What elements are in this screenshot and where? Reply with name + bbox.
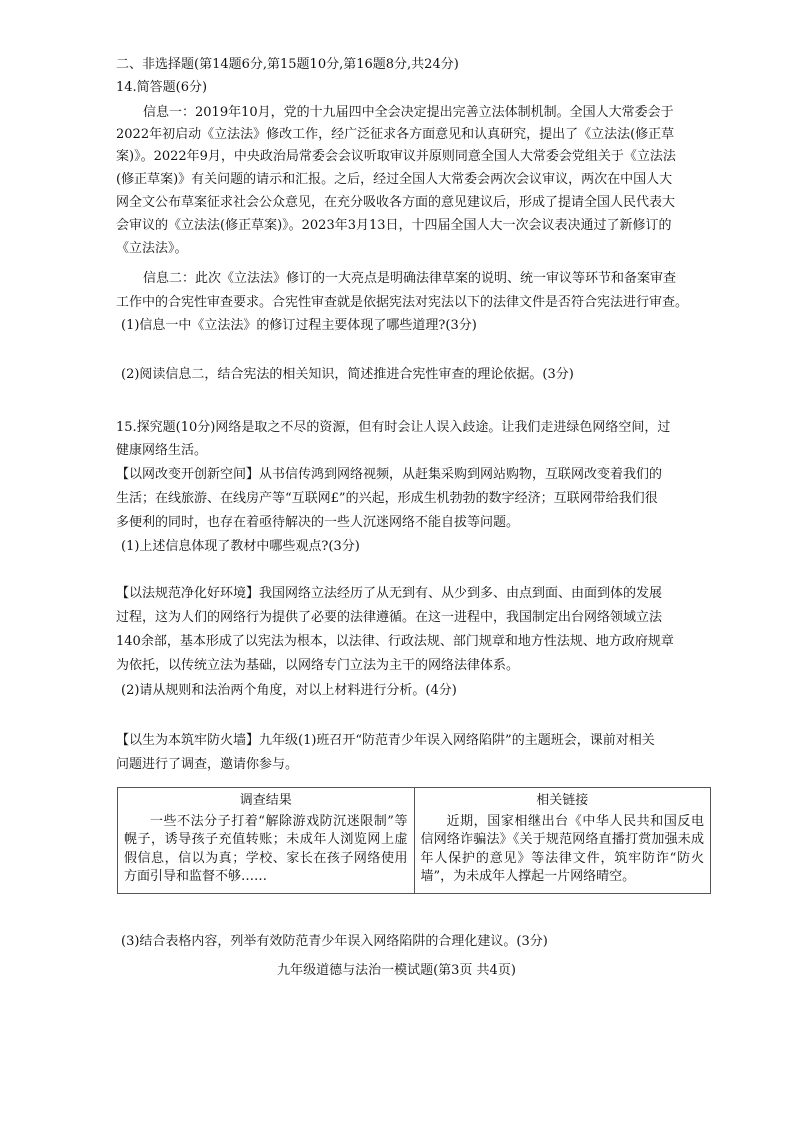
q15-part1-line: 【以网改变开创新空间】从书信传鸿到网络视频，从赶集采购到网站购物，互联网改变着我们的	[116, 467, 663, 482]
q14-info1-line: 2022年初启动《立法法》修改工作，经广泛征求各方面意见和认真研究，提出了《立法法(修正草	[116, 127, 675, 142]
table-row	[118, 788, 711, 894]
survey-table	[117, 787, 711, 894]
q14-info2-line: 信息二：此次《立法法》修订的一大亮点是明确法律草案的说明、统一审议等环节和备案审查	[143, 271, 677, 286]
q15-intro-line: 健康网络生活。	[116, 443, 208, 458]
related-links-header: 相关链接	[536, 793, 589, 808]
survey-results-text: 一些不法分子打着“解除游戏防沉迷限制”等幌子，诱导孩子充值转账；未成年人浏览网上虚假信息，信以为真；学校、家长在孩子网络使用方面引导和监督不够……	[124, 813, 408, 884]
q15-part2-line: 过程，这为人们的网络行为提供了必要的法律遵循。在这一进程中，我国制定出台网络领域立法	[116, 610, 663, 625]
q15-part3-line: 【以生为本筑牢防火墙】九年级(1)班召开“防范青少年误入网络陷阱”的主题班会，课前对相关	[116, 733, 655, 748]
q15-part2-line: 为依托，以传统立法为基础，以网络专门立法为主干的网络法律体系。	[116, 658, 520, 673]
survey-results-cell	[118, 788, 415, 894]
q14-title: 14.简答题(6分)	[116, 80, 208, 95]
q15-part3-line: 问题进行了调查，邀请你参与。	[116, 757, 299, 772]
q14-question-2: (2)阅读信息二，结合宪法的相关知识，简述推进合宪性审查的理论依据。(3分)	[121, 367, 574, 382]
q15-intro-line: 15.探究题(10分)网络是取之不尽的资源，但有时会让人误入歧途。让我们走进绿色网络空间，过	[116, 420, 671, 435]
q14-info1-line: 网全文公布草案征求社会公众意见，在充分吸收各方面的意见建议后，形成了提请全国人民代表大	[116, 195, 676, 210]
q15-question-1: (1)上述信息体现了教材中哪些观点?(3分)	[121, 539, 360, 554]
q14-info1-line: 案)》。2022年9月，中央政治局常委会会议听取审议并原则同意全国人大常委会党组关于《立法法	[116, 149, 676, 164]
q15-part1-line: 多便利的同时，也存在着亟待解决的一些人沉迷网络不能自拔等问题。	[116, 515, 520, 530]
q14-info1-line: 信息一：2019年10月，党的十九届四中全会决定提出完善立法体制机制。全国人大常委会于	[143, 105, 674, 120]
q14-info1-line: (修正草案)》有关问题的请示和汇报。之后，经过全国人大常委会两次会议审议，两次在中国人大	[116, 172, 673, 187]
q14-info1-line: 会审议的《立法法(修正草案)》。2023年3月13日，十四届全国人大一次会议表决通过了新修订的	[116, 218, 672, 233]
q15-part2-line: 140余部，基本形成了以宪法为根本，以法律、行政法规、部门规章和地方性法规、地方政府规章	[116, 634, 674, 649]
q14-question-1: (1)信息一中《立法法》的修订过程主要体现了哪些道理?(3分)	[121, 318, 477, 333]
page-footer: 九年级道德与法治一模试题(第3页 共4页)	[277, 963, 516, 978]
q15-part1-line: 生活；在线旅游、在线房产等“互联网£”的兴起，形成生机勃勃的数字经济；互联网带给我们很	[116, 491, 658, 506]
q15-question-3: (3)结合表格内容，列举有效防范青少年误入网络陷阱的合理化建议。(3分)	[121, 934, 548, 949]
survey-results-header: 调查结果	[239, 793, 292, 808]
section-title: 二、非选择题(第14题6分,第15题10分,第16题8分,共24分)	[116, 57, 459, 72]
q15-question-2: (2)请从规则和法治两个角度，对以上材料进行分析。(4分)	[121, 683, 457, 698]
q14-info2-line: 工作中的合宪性审查要求。合宪性审查就是依据宪法对宪法以下的法律文件是否符合宪法进行审查。	[116, 295, 689, 310]
related-links-cell	[414, 788, 711, 894]
related-links-text: 近期，国家相继出台《中华人民共和国反电信网络诈骗法》《关于规范网络直播打赏加强未成年人保护的意见》等法律文件，筑牢防诈“防火墙”，为未成年人撑起一片网络晴空。	[420, 813, 704, 884]
q14-info1-line: 《立法法》。	[116, 241, 188, 256]
q15-part2-line: 【以法规范净化好环境】我国网络立法经历了从无到有、从少到多、由点到面、由面到体的发展	[116, 586, 663, 601]
